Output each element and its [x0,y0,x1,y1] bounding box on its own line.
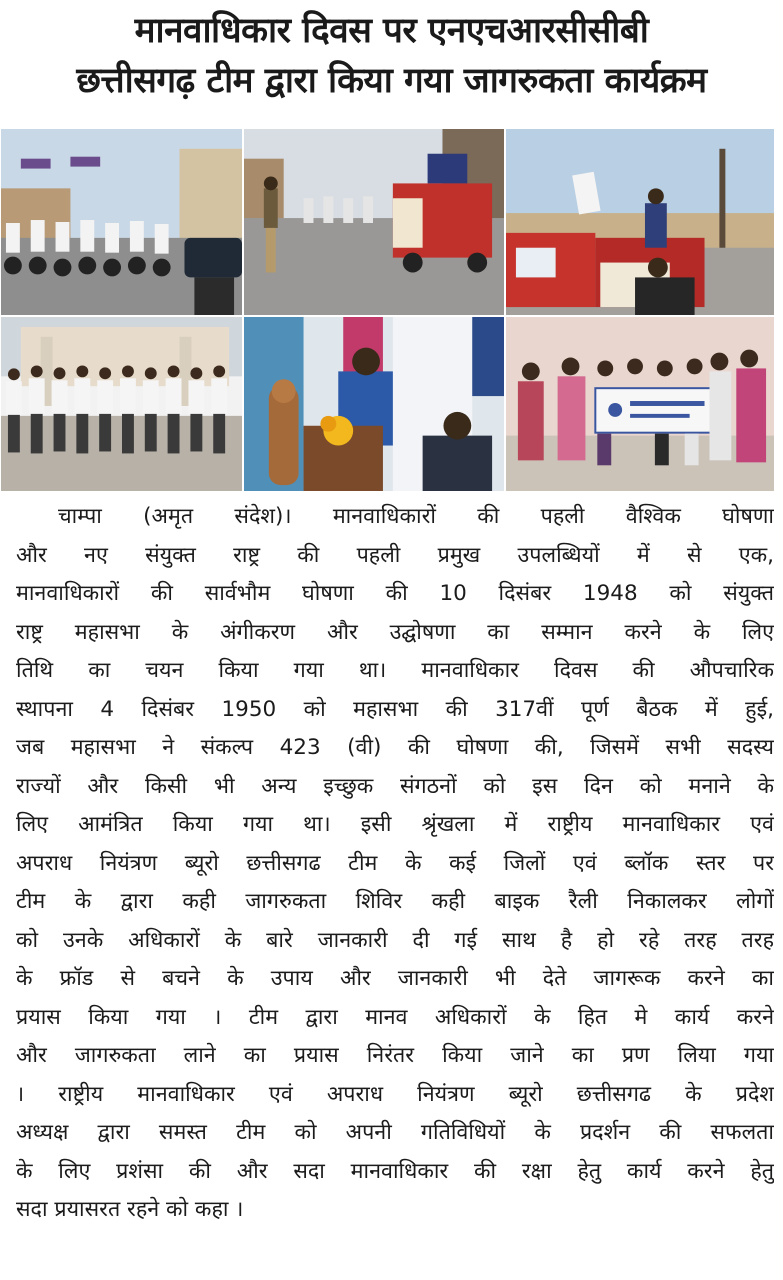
headline-line-2: छत्तीसगढ़ टीम द्वारा किया गया जागरुकता कार्यक्रम [76,61,707,101]
article-line: प्रयास किया गया । टीम द्वारा मानव अधिकारों के हित मे कार्य करने [16,1004,774,1030]
article-line: मानवाधिकारों की सार्वभौम घोषणा की 10 दिसंबर 1948 को संयुक्त [16,581,774,606]
article-line: और जागरुकता लाने का प्रयास निरंतर किया जाने का प्रण लिया गया [16,1043,774,1068]
road-traffic-photo [243,128,505,316]
article-line: अध्यक्ष द्वारा समस्त टीम को अपनी गतिविधियों के प्रदर्शन की सफलता [16,1120,774,1145]
speaker-photo [243,316,505,492]
banner-group-photo [505,316,775,492]
article-line: को उनके अधिकारों के बारे जानकारी दी गई साथ है हो रहे तरह तरह [16,927,774,953]
article-line: के फ्रॉड से बचने के उपाय और जानकारी भी देते जागरूक करने का [16,966,774,991]
speaker-at-podium-icon [244,317,504,491]
article-line: राज्यों और किसी भी अन्य इच्छुक संगठनों को इस दिन को मनाने के [16,773,774,799]
bike-rally-photo [0,128,243,316]
article-line: लिए आमंत्रित किया गया था। इसी श्रृंखला में राष्ट्रीय मानवाधिकार एवं [16,812,774,837]
article-line: चाम्पा (अमृत संदेश)। मानवाधिकारों की पहली वैश्विक घोषणा [58,504,774,529]
awareness-vehicle-photo [505,128,775,316]
team-group-white-shirts-icon [1,317,242,491]
photo-collage [0,128,775,492]
article-line: के लिए प्रशंसा की और सदा मानवाधिकार की रक्षा हेतु कार्य करने हेतु [16,1158,774,1184]
team-group-photo [0,316,243,492]
women-holding-banner-icon [506,317,774,491]
headline-line-1: मानवाधिकार दिवस पर एनएचआरसीसीबी [134,11,649,51]
article-line: जब महासभा ने संकल्प 423 (वी) की घोषणा की, जिसमें सभी सदस्य [16,735,774,760]
headline [0,6,783,106]
traffic-police-road-icon [244,129,504,315]
awareness-vehicle-banner-icon [506,129,774,315]
article-line: तिथि का चयन किया गया था। मानवाधिकार दिवस की औपचारिक [16,658,774,683]
bike-rally-street-icon [1,129,242,315]
article-line: सदा प्रयासरत रहने को कहा । [16,1197,244,1222]
article-line: । राष्ट्रीय मानवाधिकार एवं अपराध नियंत्रण ब्यूरो छत्तीसगढ के प्रदेश [16,1081,774,1107]
article-line: स्थापना 4 दिसंबर 1950 को महासभा की 317वीं पूर्ण बैठक में हुई, [16,696,774,722]
article-line: राष्ट्र महासभा के अंगीकरण और उद्घोषणा का सम्मान करने के लिए [16,619,774,645]
article-line: और नए संयुक्त राष्ट्र की पहली प्रमुख उपलब्धियों में से एक, [16,542,774,568]
article-line: टीम के द्वारा कही जागरुकता शिविर कही बाइक रैली निकालकर लोगों [16,889,774,914]
article-line: अपराध नियंत्रण ब्यूरो छत्तीसगढ टीम के कई जिलों एवं ब्लॉक स्तर पर [16,850,774,876]
article-body [16,498,774,1230]
